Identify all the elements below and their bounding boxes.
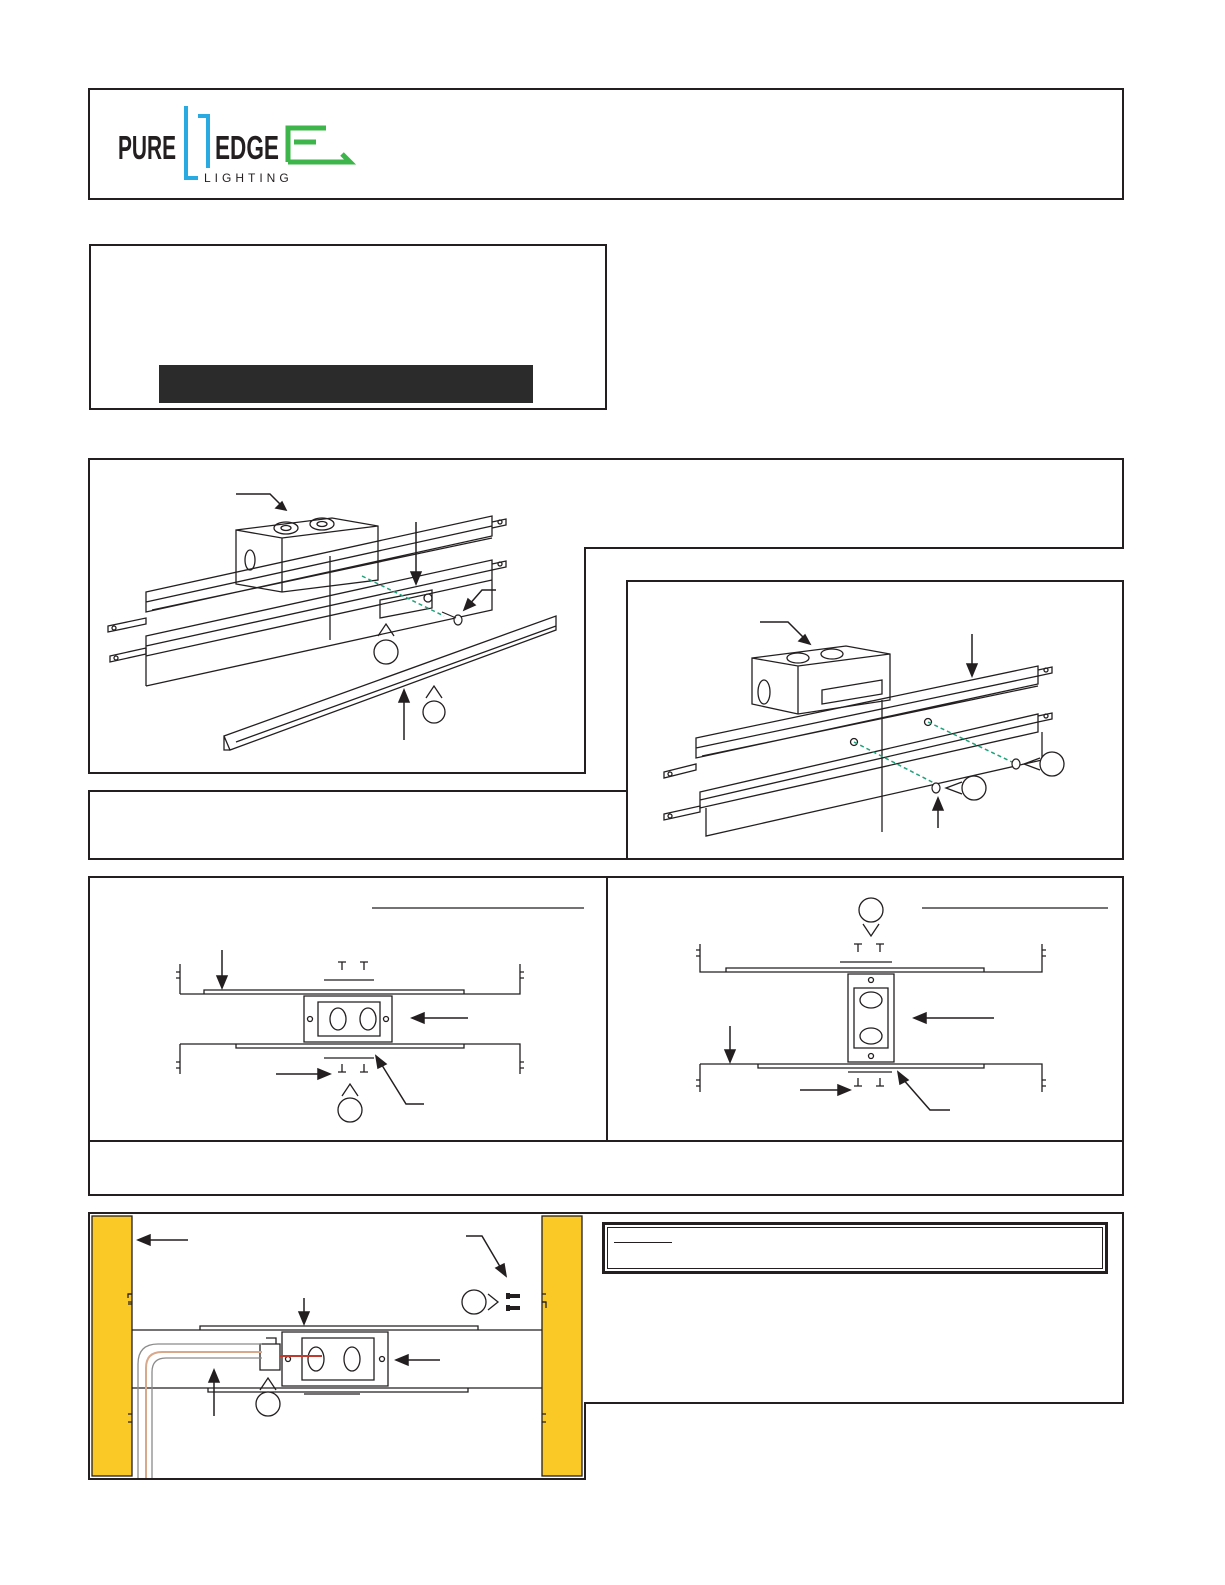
note-box xyxy=(602,1222,1108,1274)
step4-figure xyxy=(88,1212,586,1480)
header-box xyxy=(88,88,1124,200)
screw-icon xyxy=(338,962,368,970)
step-circle-icon xyxy=(338,1084,362,1122)
step-circle-icon xyxy=(423,686,445,723)
step-circle-icon xyxy=(1024,752,1064,776)
arrow-icon xyxy=(380,1062,424,1104)
title-box xyxy=(89,244,607,410)
junction-box-icon xyxy=(236,518,378,592)
lower-rail xyxy=(700,714,1042,836)
note-box-inner xyxy=(607,1227,1103,1269)
junction-box-icon xyxy=(848,974,894,1062)
step3-caption-box xyxy=(88,1140,1124,1196)
step2-drawing xyxy=(628,582,1122,858)
joist-left xyxy=(92,1216,132,1476)
note-label-underline xyxy=(614,1242,672,1243)
screw-icon xyxy=(854,944,884,952)
screw-icon xyxy=(506,1293,520,1311)
step-circle-icon xyxy=(462,1290,498,1314)
step4-drawing xyxy=(90,1214,584,1478)
title-bar xyxy=(159,365,533,403)
conduit-wire xyxy=(152,1358,262,1478)
screw-icon xyxy=(338,1064,368,1072)
step1-caption-box xyxy=(88,790,628,860)
step-circle-icon xyxy=(859,898,883,936)
step-circle-icon xyxy=(374,624,398,664)
step3-figure-right xyxy=(606,876,1124,1144)
step-circle-icon xyxy=(946,776,986,800)
step1-drawing xyxy=(90,460,584,772)
connector-plate xyxy=(380,590,432,618)
arrow-icon xyxy=(760,622,806,640)
rail-tab-icon xyxy=(664,713,1052,820)
logo-tagline: LIGHTING xyxy=(204,171,293,185)
logo-word-edge: EDGE xyxy=(215,129,279,166)
conduit-wire xyxy=(138,1344,262,1478)
assembly-guide-line xyxy=(928,722,1012,762)
step3-figure-left xyxy=(88,876,608,1144)
logo-bracket-icon xyxy=(186,106,208,178)
conduit-wire xyxy=(146,1352,262,1478)
screw-icon xyxy=(932,783,940,793)
step1-instruction-box xyxy=(584,458,1124,549)
brand-logo xyxy=(112,94,372,194)
screw-icon xyxy=(1012,759,1020,769)
logo-e-mark-icon xyxy=(288,128,350,162)
joist-right xyxy=(542,1216,582,1476)
logo-word-pure: PURE xyxy=(118,129,176,166)
screw-icon xyxy=(854,1078,884,1086)
step4-instruction-box xyxy=(584,1212,1124,1404)
step3-left-drawing xyxy=(90,878,606,1142)
cover-channel xyxy=(224,616,556,750)
junction-box-icon xyxy=(752,646,890,714)
junction-box-icon xyxy=(304,996,392,1042)
knockout-icon xyxy=(758,680,770,704)
step-circle-icon xyxy=(256,1378,280,1416)
step1-figure xyxy=(88,458,586,774)
arrow-icon xyxy=(902,1078,950,1110)
junction-box-icon xyxy=(282,1332,388,1386)
arrow-icon xyxy=(466,1236,502,1270)
step3-right-drawing xyxy=(608,878,1122,1142)
knockout-icon xyxy=(245,550,255,570)
step2-figure xyxy=(626,580,1124,860)
lower-rail xyxy=(146,560,492,686)
